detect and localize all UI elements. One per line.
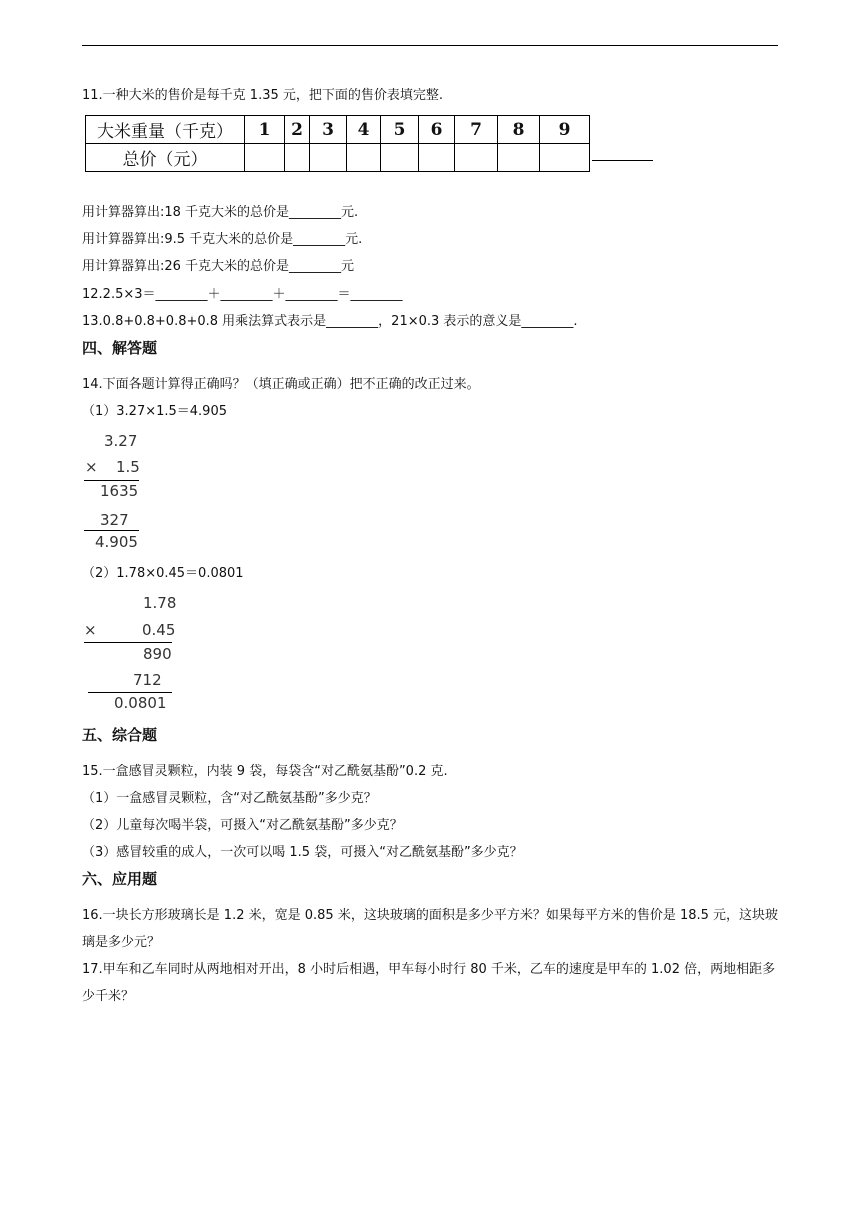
q15-text: 15.一盒感冒灵颗粒，内装 9 袋，每袋含“对乙酰氨基酚”0.2 克. [82, 764, 448, 779]
weight-cell: 6 [419, 116, 455, 144]
section-6-heading: 六、应用题 [82, 870, 158, 888]
price-table [85, 115, 590, 172]
calc2-partial-2: 712 [133, 671, 162, 689]
q16-text: 16.一块长方形玻璃长是 1.2 米，宽是 0.85 米，这块玻璃的面积是多少平方米？如果每平方米的售价是 18.5 元，这块玻璃是多少元？ [82, 908, 779, 950]
calc1-rule-1 [84, 480, 139, 481]
q15-sub3: （3）感冒较重的成人，一次可以喝 1.5 袋，可摄入“对乙酰氨基酚”多少克？ [82, 845, 523, 860]
q11-sub2: 用计算器算出:9.5 千克大米的总价是________元. [82, 232, 363, 247]
price-cell[interactable] [455, 144, 498, 172]
calc1-rule-2 [84, 530, 139, 531]
price-cell[interactable] [347, 144, 381, 172]
calc2-rule-1 [84, 642, 172, 643]
calc2-times-sign: × [84, 621, 97, 639]
calc1-times-sign: × [85, 458, 98, 476]
calc2-multiplier: 0.45 [142, 621, 176, 639]
price-cell[interactable] [498, 144, 540, 172]
price-cell[interactable] [245, 144, 285, 172]
weight-row-label: 大米重量（千克） [86, 116, 245, 144]
q11-sub3: 用计算器算出:26 千克大米的总价是________元 [82, 259, 355, 274]
weight-cell: 1 [245, 116, 285, 144]
calc2-partial-1: 890 [143, 645, 172, 663]
calc2-result: 0.0801 [114, 694, 167, 712]
calc1-result: 4.905 [95, 533, 138, 551]
q13-text: 13.0.8+0.8+0.8+0.8 用乘法算式表示是________，21×0.3 表示的意义是________. [82, 314, 578, 329]
q14-text: 14.下面各题计算得正确吗？（填正确或正确）把不正确的改正过来。 [82, 377, 480, 392]
q17-text: 17.甲车和乙车同时从两地相对开出，8 小时后相遇，甲车每小时行 80 千米，乙车的速度是甲车的 1.02 倍，两地相距多少千米？ [82, 962, 776, 1004]
weight-row [86, 116, 590, 144]
q12-text: 12.2.5×3＝________＋________＋________＝________ [82, 287, 403, 302]
weight-cell: 8 [498, 116, 540, 144]
section-5-heading: 五、综合题 [82, 726, 158, 744]
header-rule [82, 45, 778, 46]
calc1-multiplier: 1.5 [116, 458, 140, 476]
weight-cell: 5 [381, 116, 419, 144]
weight-cell: 2 [285, 116, 310, 144]
price-cell[interactable] [381, 144, 419, 172]
weight-cell: 9 [540, 116, 590, 144]
q11-text: 11.一种大米的售价是每千克 1.35 元，把下面的售价表填完整. [82, 88, 444, 103]
q11-sub1: 用计算器算出:18 千克大米的总价是________元. [82, 205, 359, 220]
calc1-partial-1: 1635 [100, 482, 139, 500]
price-row-label: 总价（元） [86, 144, 245, 172]
price-cell[interactable] [540, 144, 590, 172]
price-table-wrap [85, 115, 590, 172]
calc2-multiplicand: 1.78 [143, 594, 177, 612]
price-cell[interactable] [310, 144, 347, 172]
calc1-multiplicand: 3.27 [104, 432, 138, 450]
calc2-rule-2 [88, 692, 172, 693]
q14-part2: （2）1.78×0.45＝0.0801 [82, 566, 244, 581]
weight-cell: 3 [310, 116, 347, 144]
section-4-heading: 四、解答题 [82, 339, 158, 357]
price-cell[interactable] [419, 144, 455, 172]
answer-blank-line[interactable] [592, 160, 653, 161]
weight-cell: 4 [347, 116, 381, 144]
calc1-partial-2: 327 [100, 511, 129, 529]
q15-sub2: （2）儿童每次喝半袋，可摄入“对乙酰氨基酚”多少克？ [82, 818, 403, 833]
q14-part1: （1）3.27×1.5＝4.905 [82, 404, 227, 419]
price-row [86, 144, 590, 172]
q15-sub1: （1）一盒感冒灵颗粒，含“对乙酰氨基酚”多少克？ [82, 791, 377, 806]
price-cell[interactable] [285, 144, 310, 172]
weight-cell: 7 [455, 116, 498, 144]
